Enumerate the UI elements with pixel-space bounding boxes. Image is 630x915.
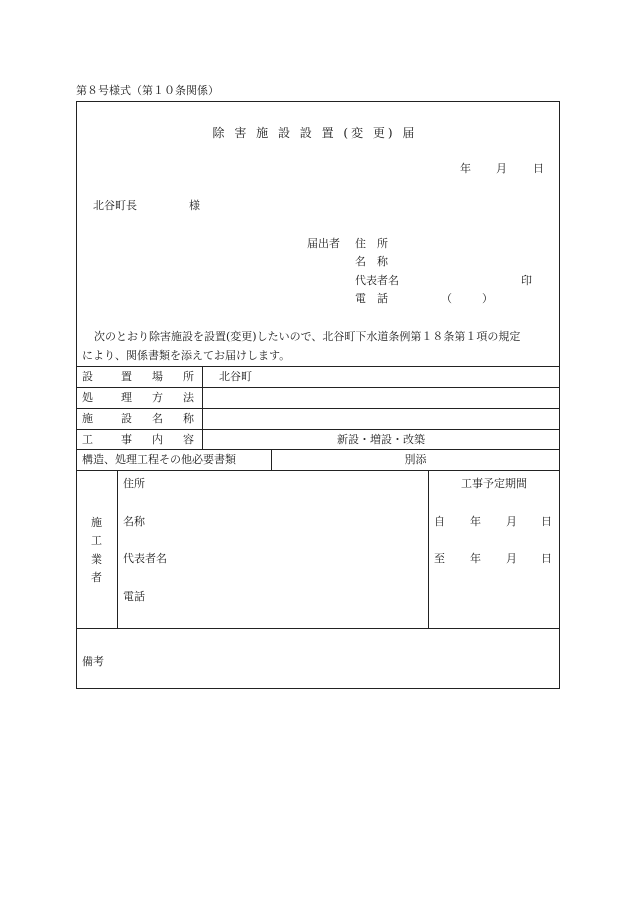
table-rule — [76, 449, 560, 450]
contractor-label-char: 工 — [91, 534, 102, 547]
row-label-char: 工 — [82, 433, 93, 446]
date-day[interactable]: 日 — [533, 162, 544, 175]
row-label-char: 法 — [183, 391, 194, 404]
table-divider — [117, 470, 118, 628]
row-label-char: 処 — [82, 391, 93, 404]
period-to-prefix: 至 — [434, 552, 445, 565]
contractor-phone-label: 電話 — [123, 590, 145, 603]
applicant-address-label: 住 所 — [355, 237, 388, 250]
table-rule — [76, 366, 560, 367]
table-rule — [76, 470, 560, 471]
row-label-char: 内 — [152, 433, 163, 446]
table-rule — [76, 429, 560, 430]
period-from-day[interactable]: 日 — [541, 515, 552, 528]
row-label-char: 所 — [183, 370, 194, 383]
row-label-char: 置 — [121, 370, 132, 383]
applicant-rep-label: 代表者名 — [355, 274, 399, 287]
remarks-label: 備考 — [82, 655, 104, 668]
row-label-char: 場 — [152, 370, 163, 383]
period-to-year[interactable]: 年 — [470, 552, 481, 565]
table-rule — [76, 387, 560, 388]
addressee-honorific: 様 — [189, 199, 200, 212]
structure-label: 構造、処理工程その他必要書類 — [82, 453, 236, 466]
row-label-char: 設 — [82, 370, 93, 383]
intro-line-1: 次のとおり除害施設を設置(変更)したいので、北谷町下水道条例第１８条第１項の規定 — [94, 330, 521, 343]
date-month[interactable]: 月 — [496, 162, 507, 175]
contractor-label-char: 施 — [91, 516, 102, 529]
period-heading: 工事予定期間 — [461, 477, 527, 490]
table-rule — [76, 408, 560, 409]
period-from-year[interactable]: 年 — [470, 515, 481, 528]
form-id: 第８号様式（第１０条関係） — [76, 84, 219, 97]
seal-mark: 印 — [521, 274, 532, 287]
row-label-char: 設 — [121, 412, 132, 425]
date-year[interactable]: 年 — [460, 162, 471, 175]
location-value[interactable]: 北谷町 — [219, 370, 252, 383]
form-frame — [76, 101, 560, 689]
table-divider — [428, 470, 429, 628]
applicant-name-label: 名 称 — [355, 255, 388, 268]
row-label-char: 事 — [121, 433, 132, 446]
contractor-name-label: 名称 — [123, 515, 145, 528]
construction-type-value[interactable]: 新設・増設・改築 — [337, 433, 425, 446]
applicant-heading: 届出者 — [307, 237, 340, 250]
contractor-address-label: 住所 — [123, 477, 145, 490]
period-from-prefix: 自 — [434, 515, 445, 528]
form-title: 除 害 施 設 設 置 (変 更) 届 — [212, 126, 418, 140]
row-label-char: 理 — [121, 391, 132, 404]
structure-value: 別添 — [404, 453, 427, 466]
phone-paren-close: ） — [482, 292, 493, 305]
phone-paren-open: （ — [441, 292, 452, 305]
contractor-rep-label: 代表者名 — [123, 552, 167, 565]
row-label-char: 容 — [183, 433, 194, 446]
period-to-month[interactable]: 月 — [506, 552, 517, 565]
contractor-label-char: 業 — [91, 553, 102, 566]
row-label-char: 名 — [152, 412, 163, 425]
row-label-char: 称 — [183, 412, 194, 425]
row-label-char: 方 — [152, 391, 163, 404]
row-label-char: 施 — [82, 412, 93, 425]
period-from-month[interactable]: 月 — [506, 515, 517, 528]
period-to-day[interactable]: 日 — [541, 552, 552, 565]
contractor-label-char: 者 — [91, 571, 102, 584]
table-rule — [76, 628, 560, 629]
applicant-phone-label: 電 話 — [355, 292, 388, 305]
intro-line-2: により、関係書類を添えてお届けします。 — [82, 349, 291, 362]
addressee-name: 北谷町長 — [93, 199, 137, 212]
